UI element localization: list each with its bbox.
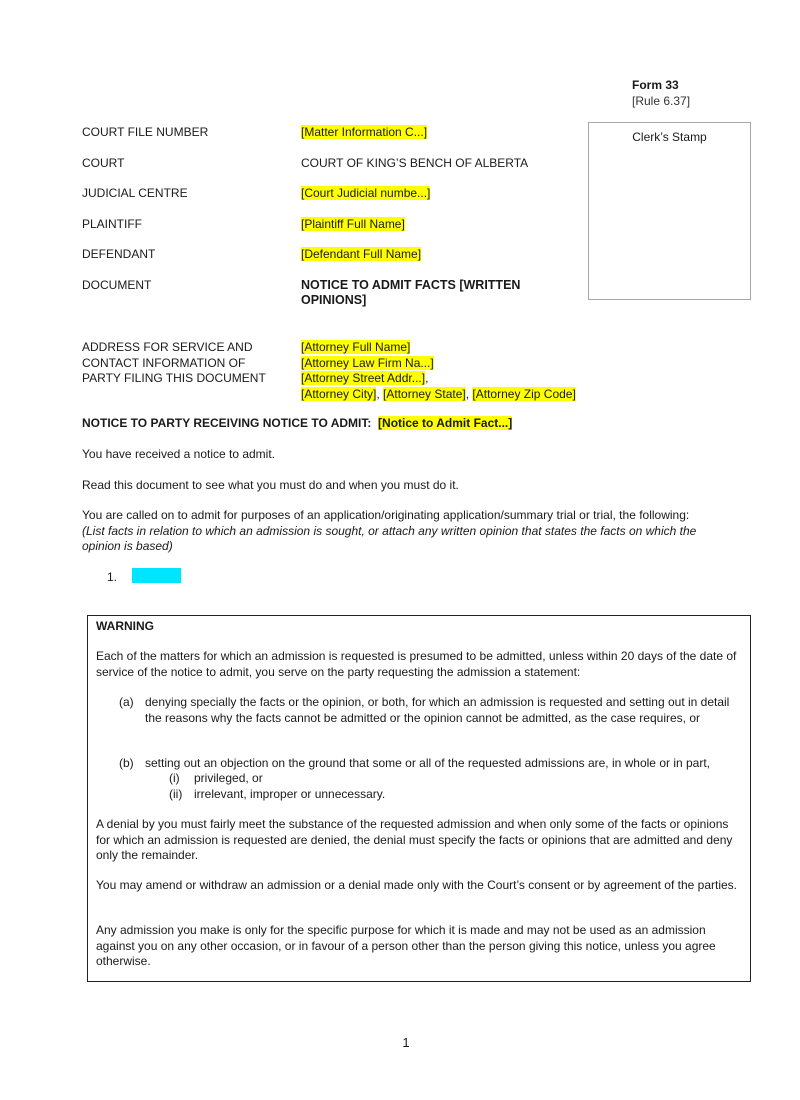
- warning-purpose: Any admission you make is only for the specific purpose for which it is made and may not be used as an admission against you on any other occasion, or in favour of a person other than the person giving this notice, unless you agree otherwise.: [96, 923, 716, 968]
- warning-item-b-ii-text: irrelevant, improper or unnecessary.: [194, 787, 386, 801]
- warning-item-a-label: (a): [119, 695, 134, 709]
- judicial-centre-label: JUDICIAL CENTRE: [82, 186, 188, 200]
- defendant-label: DEFENDANT: [82, 247, 156, 261]
- city-separator: ,: [376, 386, 384, 401]
- warning-denial: A denial by you must fairly meet the substance of the requested admission and when only some of the facts or opinions for which an admission is requested are denied, the denial must specify the facts or opinions that are admitted and deny only the remainder.: [96, 817, 733, 862]
- court-label: COURT: [82, 156, 125, 170]
- warning-amend: You may amend or withdraw an admission or a denial made only with the Court’s consent or by agreement of the parties.: [96, 878, 738, 892]
- notice-label: NOTICE TO PARTY RECEIVING NOTICE TO ADMIT:: [82, 416, 372, 430]
- form-number: Form 33: [632, 78, 679, 92]
- warning-intro: Each of the matters for which an admission is requested is presumed to be admitted, unless within 20 days of the date of service of the notice to admit, you serve on the party requesting the admission a statement:: [96, 649, 737, 679]
- notice-line: [82, 416, 732, 432]
- defendant-field[interactable]: [Defendant Full Name]: [301, 247, 422, 261]
- law-firm-field[interactable]: [Attorney Law Firm Na...]: [301, 355, 434, 370]
- street-comma: ,: [425, 371, 429, 385]
- city-field[interactable]: [Attorney City]: [301, 386, 377, 401]
- address-label-line: CONTACT INFORMATION OF: [82, 355, 246, 370]
- document-label: DOCUMENT: [82, 278, 152, 292]
- body-paragraph-2: Read this document to see what you must do and when you must do it.: [82, 478, 459, 492]
- warning-title: WARNING: [96, 619, 154, 633]
- court-value: COURT OF KING’S BENCH OF ALBERTA: [301, 156, 529, 170]
- address-block: [301, 340, 576, 402]
- warning-item-b-text: setting out an objection on the ground that some or all of the requested admissions are, in whole or in part,: [145, 756, 711, 770]
- zip-field[interactable]: [Attorney Zip Code]: [472, 386, 576, 401]
- warning-item-b-ii-label: (ii): [169, 787, 183, 801]
- page-number: 1: [402, 1035, 410, 1050]
- warning-item-a-text: denying specially the facts or the opinion, or both, for which an admission is requested and setting out in detail the reasons why the facts cannot be admitted or the opinion cannot be admitted, as the case requires, or: [145, 695, 730, 725]
- warning-item-b-label: (b): [119, 756, 134, 770]
- admit-instruction: You are called on to admit for purposes of an application/originating application/summary trial or trial, the following:: [82, 508, 690, 522]
- address-label: [82, 340, 266, 387]
- body-paragraph-3: [82, 508, 732, 555]
- list-number: 1.: [107, 570, 118, 584]
- warning-item-b-i-text: privileged, or: [194, 771, 263, 785]
- clerks-stamp-label: Clerk’s Stamp: [632, 130, 707, 144]
- plaintiff-label: PLAINTIFF: [82, 217, 143, 231]
- state-separator: ,: [465, 386, 473, 401]
- state-field[interactable]: [Attorney State]: [383, 386, 466, 401]
- notice-field[interactable]: [Notice to Admit Fact...]: [378, 416, 513, 430]
- body-paragraph-1: You have received a notice to admit.: [82, 447, 276, 461]
- court-file-number-label: COURT FILE NUMBER: [82, 125, 209, 139]
- warning-item-b-i-label: (i): [169, 771, 180, 785]
- admit-instruction-note: (List facts in relation to which an admission is sought, or attach any written opinion that states the facts on which the opinion is based): [82, 523, 697, 553]
- rule-reference: [Rule 6.37]: [632, 94, 691, 108]
- fact-entry-field[interactable]: [132, 568, 181, 583]
- document-title: NOTICE TO ADMIT FACTS [WRITTEN OPINIONS]: [301, 278, 521, 307]
- street-field[interactable]: [Attorney Street Addr...]: [301, 371, 426, 385]
- address-label-line: PARTY FILING THIS DOCUMENT: [82, 371, 266, 385]
- judicial-centre-field[interactable]: [Court Judicial numbe...]: [301, 186, 431, 200]
- address-label-line: ADDRESS FOR SERVICE AND: [82, 340, 253, 354]
- warning-box: [87, 615, 751, 982]
- attorney-name-field[interactable]: [Attorney Full Name]: [301, 340, 411, 354]
- court-file-number-field[interactable]: [Matter Information C...]: [301, 125, 428, 139]
- clerks-stamp-box: [588, 122, 751, 300]
- plaintiff-field[interactable]: [Plaintiff Full Name]: [301, 217, 405, 231]
